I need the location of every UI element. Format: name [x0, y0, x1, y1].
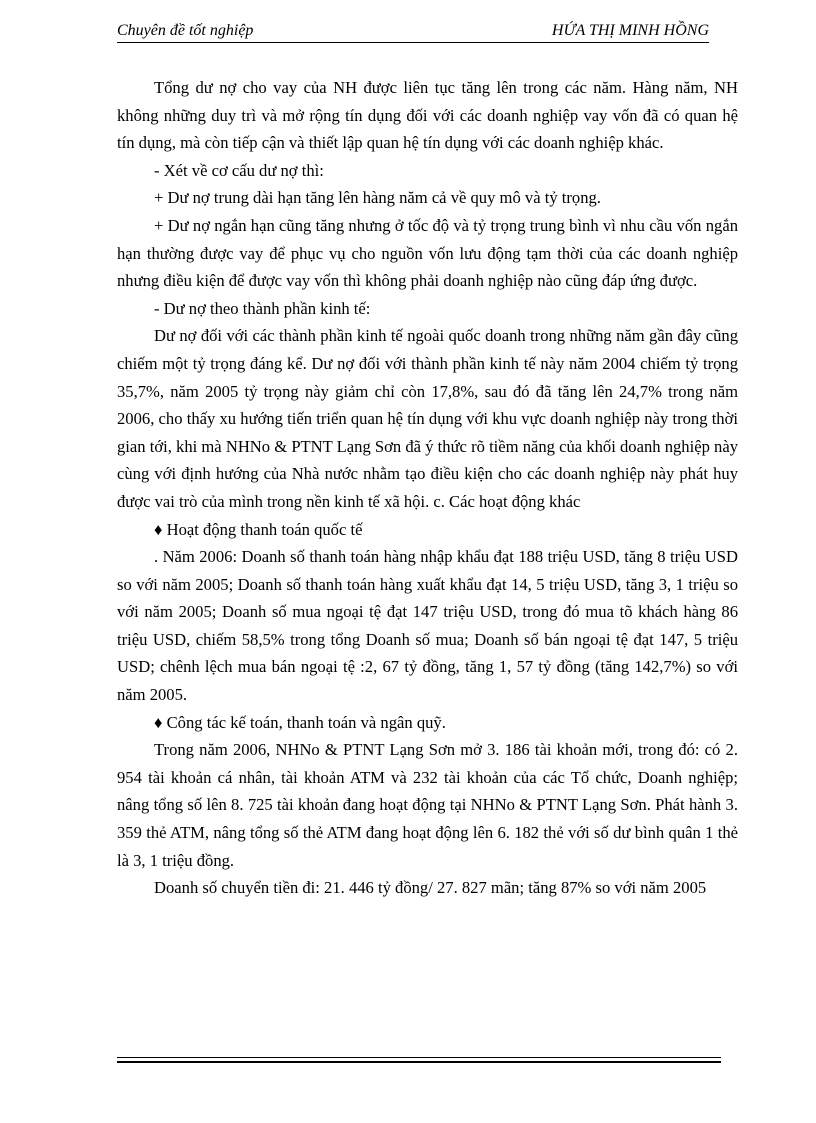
paragraph-medium-long-term: + Dư nợ trung dài hạn tăng lên hàng năm cả về quy mô và tỷ trọng. [154, 188, 601, 208]
paragraph-loan-growth: Tổng dư nợ cho vay của NH được liên tục tăng lên trong các năm. Hàng năm, NH không những duy trì và mở rộng tín dụng đối với các doanh nghiệp vay vốn đã có quan hệ tín dụng, mà còn tiếp cận và thiết lập quan hệ tín dụng với các doanh nghiệp khác. [117, 78, 738, 153]
paragraph-transfers: Doanh số chuyển tiền đi: 21. 446 tỷ đồng/ 27. 827 mãn; tăng 87% so với năm 2005 [154, 878, 707, 898]
paragraph-accounting-heading: ♦ Công tác kế toán, thanh toán và ngân quỹ. [154, 712, 446, 732]
header-author-name: HỨA THỊ MINH HỒNG [551, 22, 709, 39]
paragraph-non-state-sector: Dư nợ đối với các thành phần kinh tế ngoài quốc doanh trong những năm gần đây cũng chiếm một tỷ trọng đáng kể. Dư nợ đối với thành phần kinh tế này năm 2004 chiếm tỷ trọng 35,7%, năm 2005 tỷ trọng này giảm chỉ còn 17,8%, sau đó đã tăng lên 24,7% trong năm 2006, cho thấy xu hướng tiến triển quan hệ tín dụng với khu vực doanh nghiệp này trong thời gian tới, khi mà NHNo & PTNT Lạng Sơn đã ý thức rõ tiềm năng của khối doanh nghiệp này cùng với định hướng của Nhà nước nhằm tạo điều kiện cho các doanh nghiệp này phát huy được vai trò của mình trong nền kinh tế xã hội. c. Các hoạt động khác [117, 326, 738, 511]
paragraph-short-term: + Dư nợ ngắn hạn cũng tăng nhưng ở tốc độ và tỷ trọng trung bình vì nhu cầu vốn ngắn hạn thường được vay để phục vụ cho nguồn vốn lưu động tạm thời của các doanh nghiệp nhưng điều kiện để được vay vốn thì không phải doanh nghiệp nào cũng đáp ứng được. [117, 215, 738, 291]
paragraph-debt-structure-heading: - Xét về cơ cấu dư nợ thì: [154, 160, 324, 180]
paragraph-accounts: Trong năm 2006, NHNo & PTNT Lạng Sơn mở 3. 186 tài khoản mới, trong đó: có 2. 954 tài khoản cá nhân, tài khoản ATM và 232 tài khoản của các Tổ chức, Doanh nghiệp; nâng tổng số lên 8. 725 tài khoản đang hoạt động tại NHNo & PTNT Lạng Sơn. Phát hành 3. 359 thẻ ATM, nâng tổng số thẻ ATM đang hoạt động lên 6. 182 thẻ với số dư bình quân 1 thẻ là 3, 1 triệu đồng. [117, 740, 738, 870]
footer-divider-thick [117, 1061, 721, 1063]
paragraph-economic-sector-heading: - Dư nợ theo thành phần kinh tế: [154, 298, 371, 318]
document-body [117, 74, 738, 902]
paragraph-international-payment: . Năm 2006: Doanh số thanh toán hàng nhập khẩu đạt 188 triệu USD, tăng 8 triệu USD so với năm 2005; Doanh số thanh toán hàng xuất khẩu đạt 14, 5 triệu USD, tăng 3, 1 triệu so với năm 2005; Doanh số mua ngoại tệ đạt 147 triệu USD, trong đó mua tõ khách hàng 86 triệu USD, chiếm 58,5% trong tổng Doanh số mua; Doanh số bán ngoại tệ đạt 147, 5 triệu USD; chênh lệch mua bán ngoại tệ :2, 67 tỷ đồng, tăng 1, 57 tỷ đồng (tăng 142,7%) so với năm 2005. [117, 547, 738, 705]
paragraph-international-payment-heading: ♦ Hoạt động thanh toán quốc tế [154, 519, 363, 539]
page-header [117, 20, 709, 43]
header-left-title: Chuyên đề tốt nghiệp [117, 22, 254, 39]
footer-divider-thin [117, 1057, 721, 1058]
